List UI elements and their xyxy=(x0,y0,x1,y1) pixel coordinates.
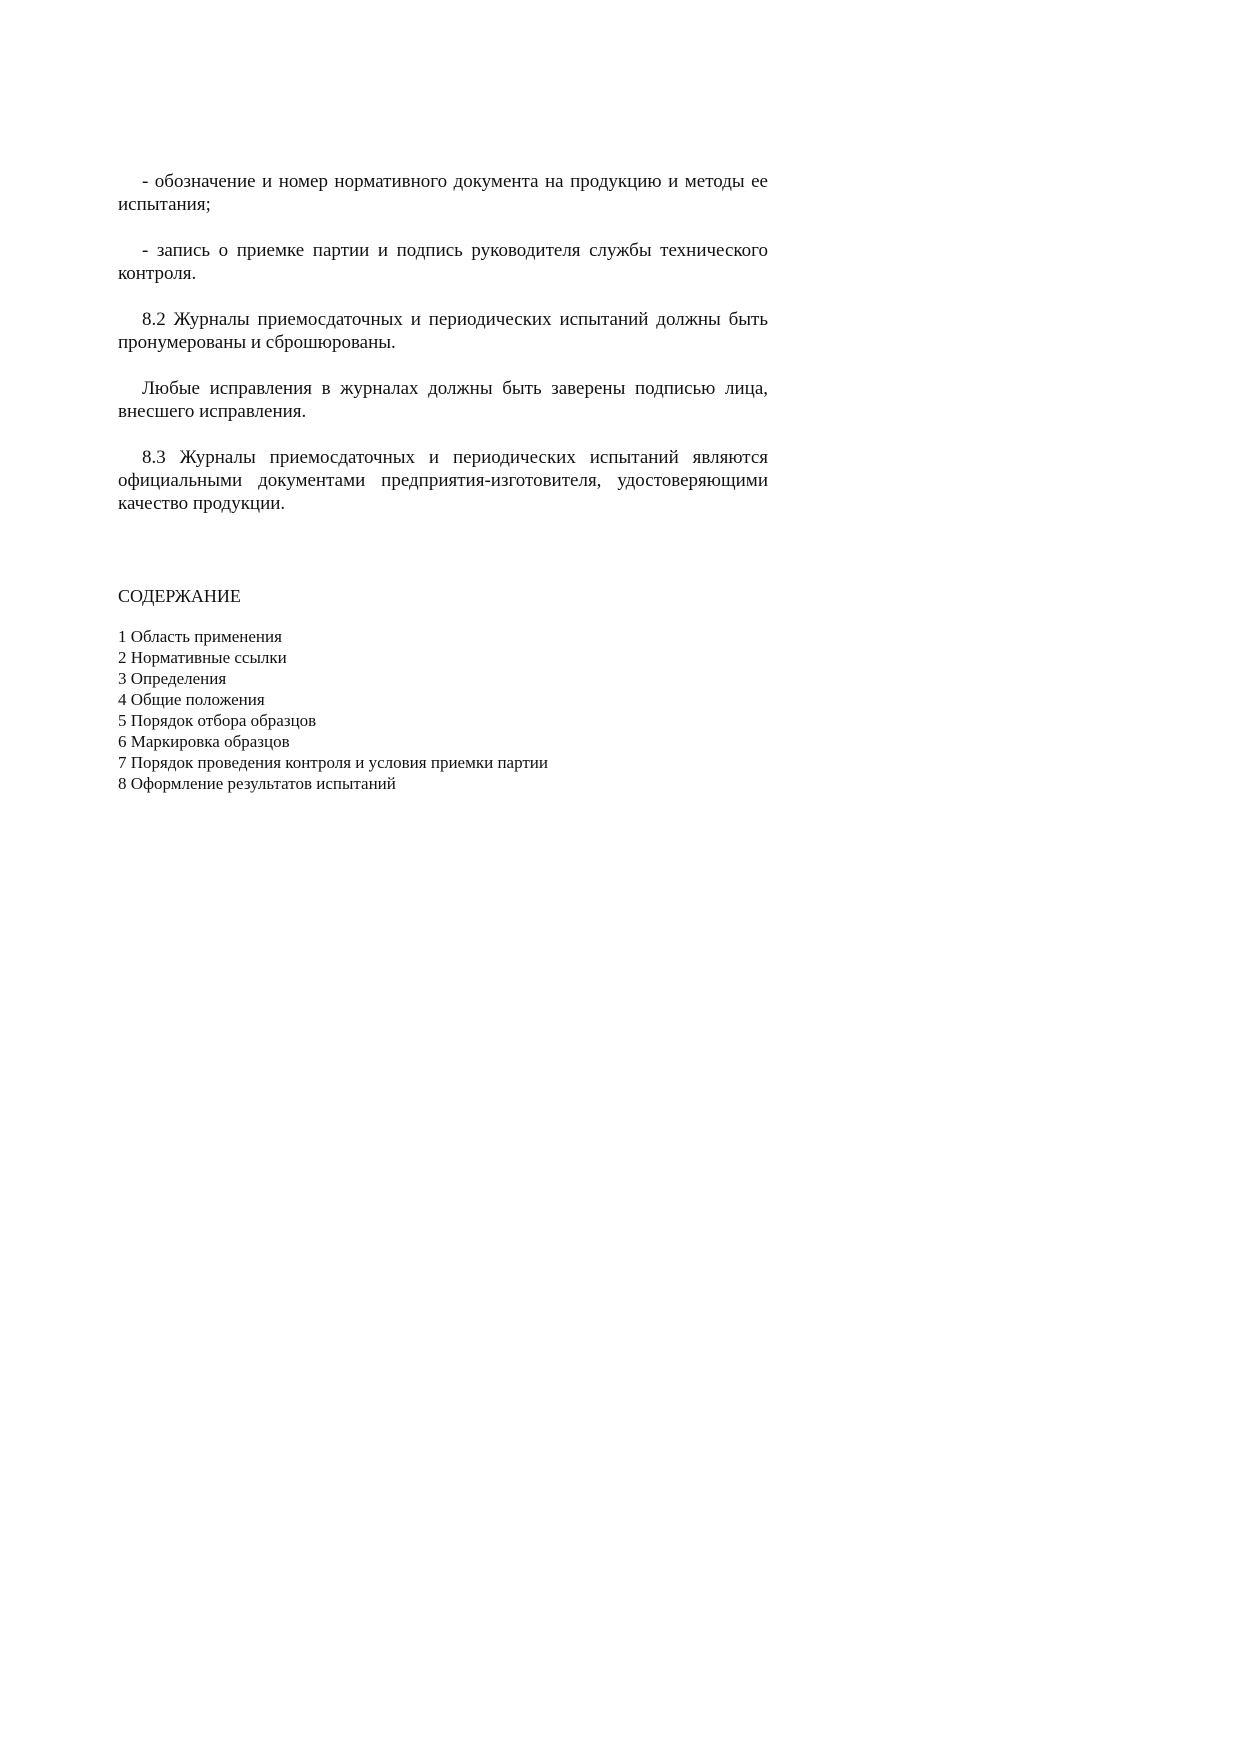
body-text xyxy=(118,170,768,538)
table-of-contents xyxy=(118,585,818,794)
contents-item: 7 Порядок проведения контроля и условия приемки партии xyxy=(118,753,548,772)
contents-item: 8 Оформление результатов испытаний xyxy=(118,774,396,793)
paragraph-requirement-designation: - обозначение и номер нормативного документа на продукцию и методы ее испытания; xyxy=(118,171,768,215)
paragraph-requirement-acceptance-record: - запись о приемке партии и подпись руководителя службы технического контроля. xyxy=(118,240,768,284)
contents-item: 1 Область применения xyxy=(118,627,282,646)
contents-title: СОДЕРЖАНИЕ xyxy=(118,586,241,606)
contents-item: 2 Нормативные ссылки xyxy=(118,648,287,667)
paragraph-corrections: Любые исправления в журналах должны быть заверены подписью лица, внесшего исправления. xyxy=(118,378,768,422)
contents-list xyxy=(118,626,818,794)
paragraph-clause-8-2: 8.2 Журналы приемосдаточных и периодических испытаний должны быть пронумерованы и сброшюрованы. xyxy=(118,309,768,353)
contents-item: 4 Общие положения xyxy=(118,690,265,709)
paragraph-clause-8-3: 8.3 Журналы приемосдаточных и периодических испытаний являются официальными документами предприятия-изготовителя, удостоверяющими качество продукции. xyxy=(118,447,768,514)
contents-item: 3 Определения xyxy=(118,669,227,688)
contents-item: 5 Порядок отбора образцов xyxy=(118,711,317,730)
contents-item: 6 Маркировка образцов xyxy=(118,732,290,751)
